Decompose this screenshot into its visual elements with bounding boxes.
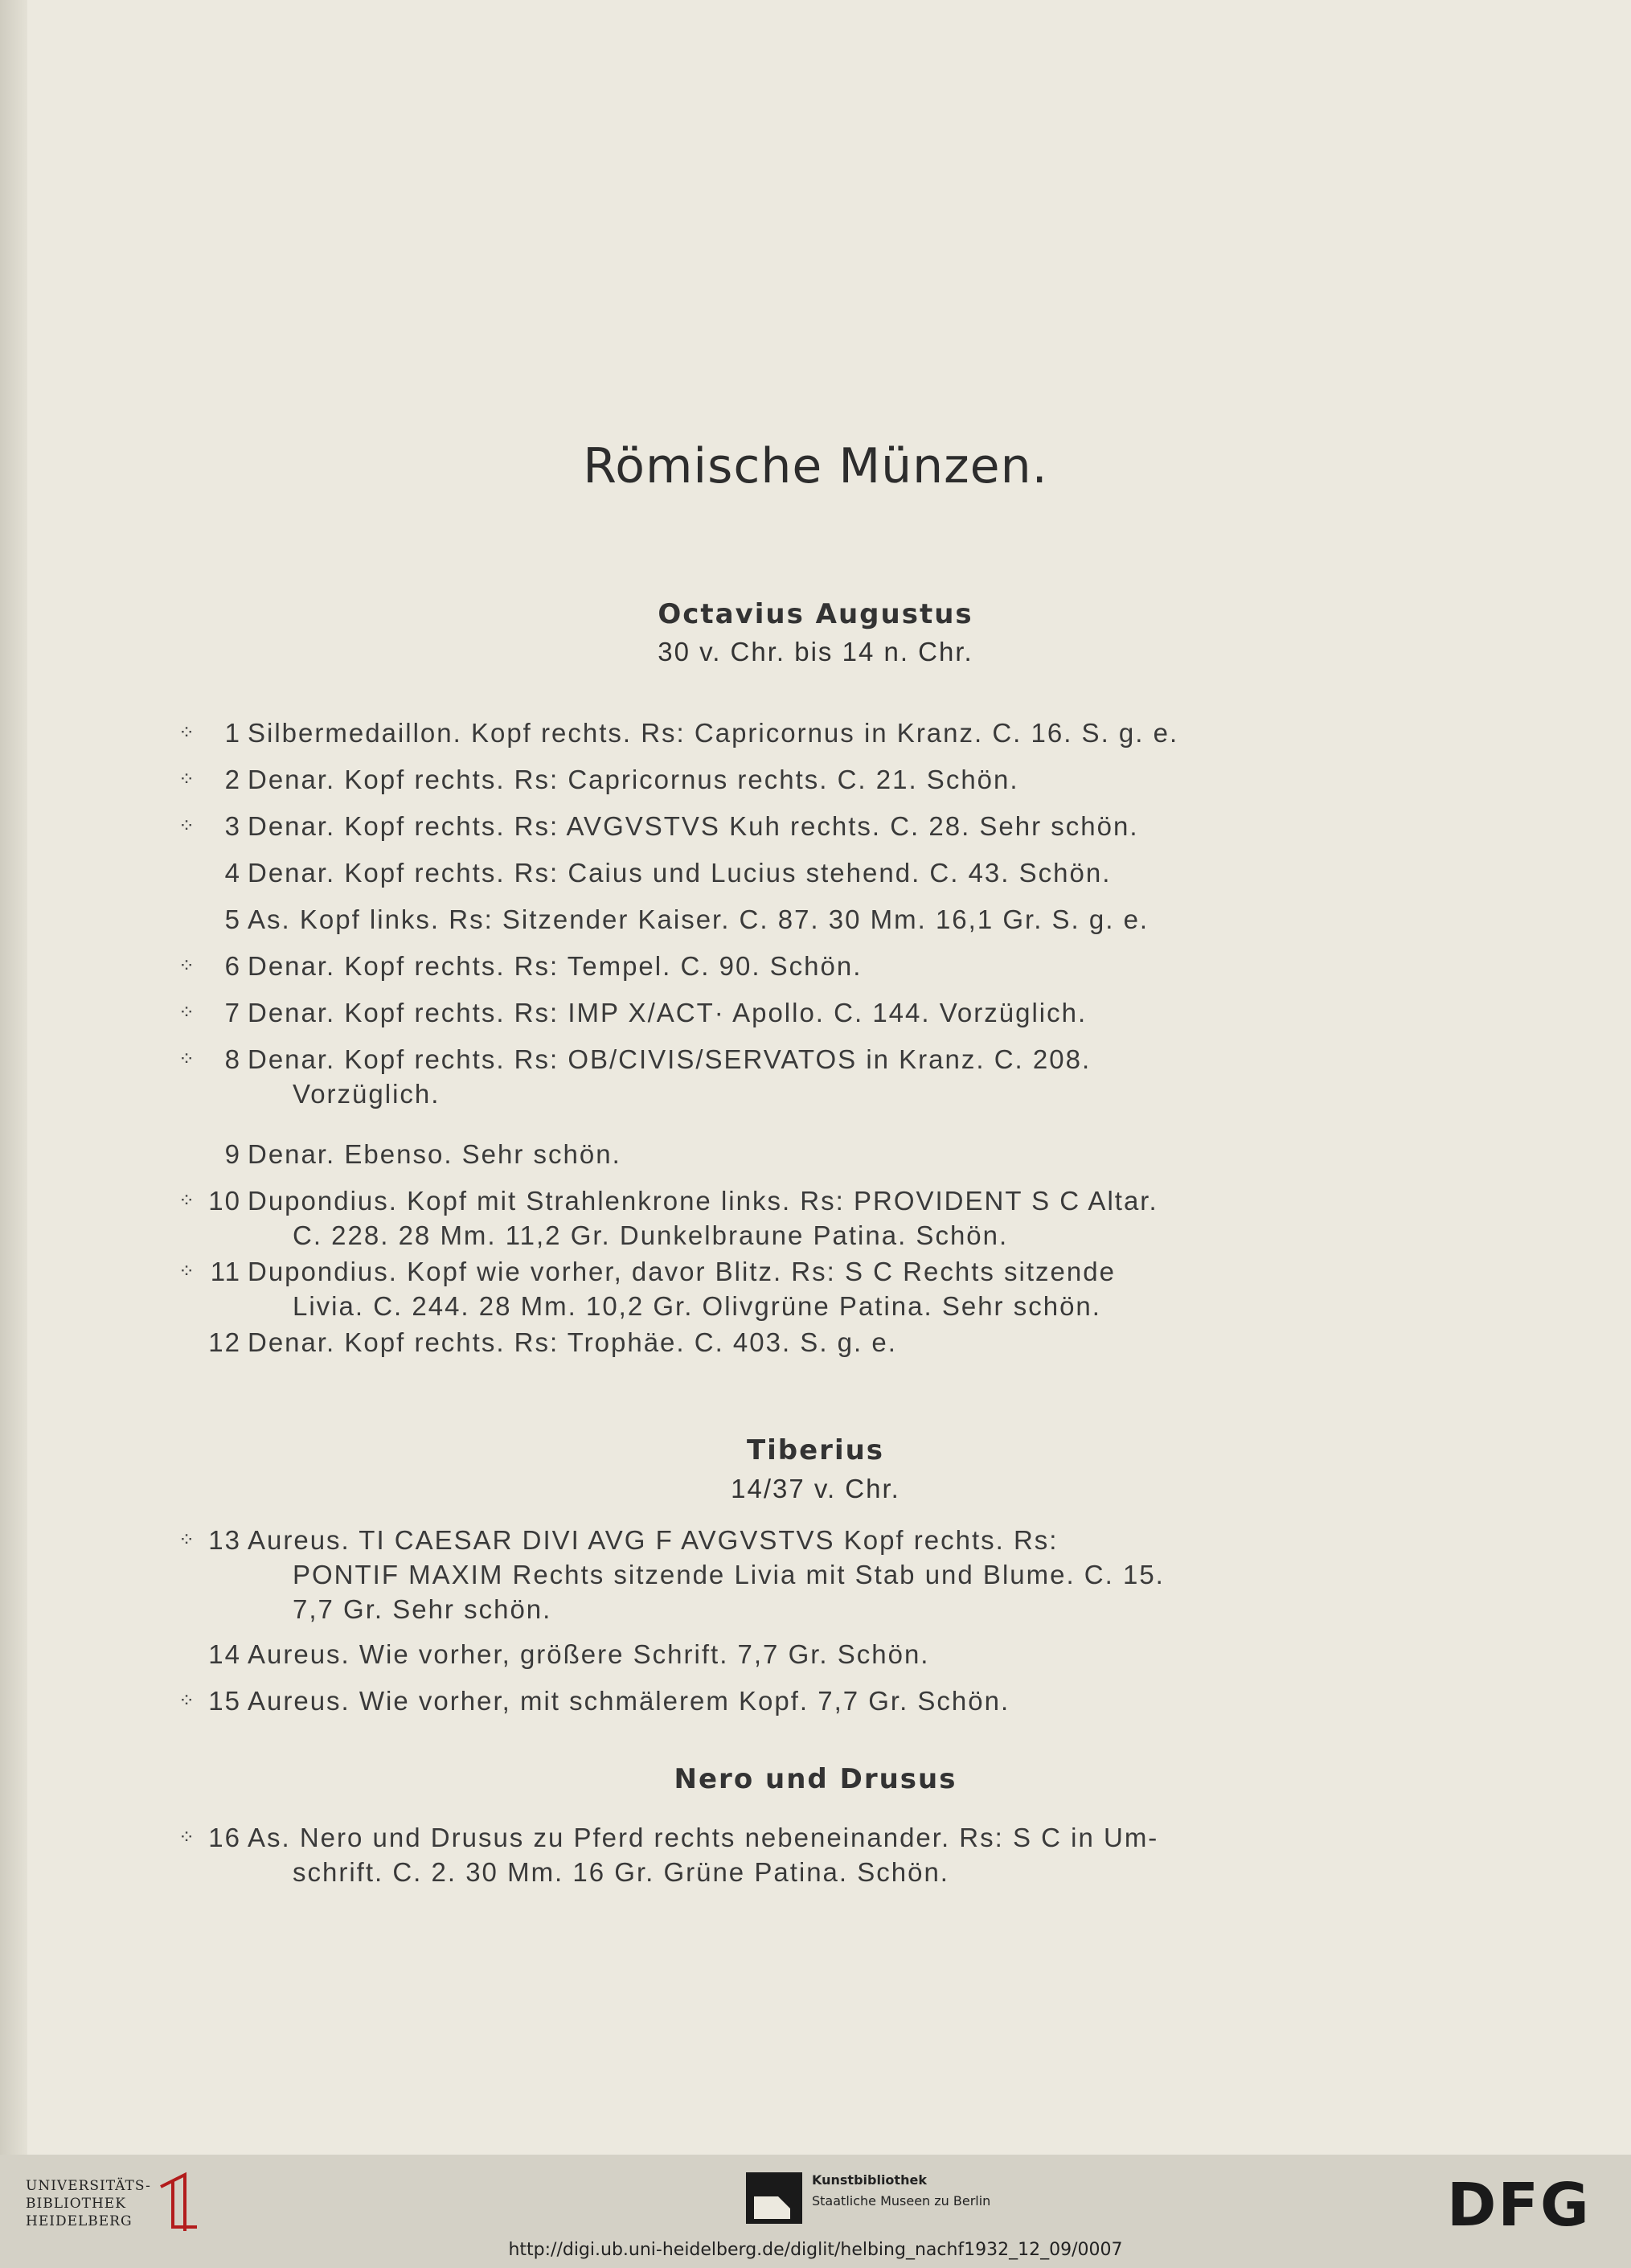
section-title-tiberius: Tiberius	[746, 1434, 885, 1466]
kunstbibliothek-subtitle: Staatliche Museen zu Berlin	[812, 2193, 991, 2209]
coin-description	[248, 855, 1326, 890]
coin-description	[248, 809, 1326, 843]
coin-description	[248, 1254, 1326, 1323]
coin-description-line: Denar. Kopf rechts. Rs: Capricornus rechts. C. 21. Schön.	[248, 765, 1019, 794]
coin-description	[248, 1325, 1326, 1360]
library-line: UNIVERSITÄTS-	[26, 2178, 151, 2194]
coin-entry	[169, 1637, 1326, 1671]
coin-description	[248, 1684, 1326, 1718]
coin-entry	[169, 1325, 1326, 1360]
coin-number: 5	[224, 904, 241, 934]
coin-description-line: Denar. Kopf rechts. Rs: OB/CIVIS/SERVATOS in Kranz. C. 208.	[248, 1044, 1092, 1074]
coin-number: 6	[224, 951, 241, 981]
coin-description-line: Aureus. TI CAESAR DIVI AVG F AVGVSTVS Kopf rechts. Rs:	[248, 1525, 1059, 1555]
coin-description	[248, 1637, 1326, 1671]
coin-entry	[169, 1684, 1326, 1718]
coin-entry	[169, 855, 1326, 890]
coin-description-line: Aureus. Wie vorher, größere Schrift. 7,7 Gr. Schön.	[248, 1639, 930, 1669]
coin-description-line: Dupondius. Kopf wie vorher, davor Blitz. Rs: S C Rechts sitzende	[248, 1257, 1116, 1286]
coin-description-line: Vorzüglich.	[293, 1079, 441, 1109]
coin-description-line: Denar. Kopf rechts. Rs: Caius und Lucius stehend. C. 43. Schön.	[248, 858, 1112, 888]
star-marker-icon: ⁘	[178, 769, 195, 790]
star-marker-icon: ⁘	[178, 1827, 195, 1848]
coin-description	[248, 995, 1326, 1030]
coin-entry	[169, 1137, 1326, 1171]
coin-description-line: As. Kopf links. Rs: Sitzender Kaiser. C. 87. 30 Mm. 16,1 Gr. S. g. e.	[248, 904, 1149, 934]
coin-entry	[169, 949, 1326, 983]
coin-entry	[169, 1183, 1326, 1253]
coin-description-line: Denar. Kopf rechts. Rs: AVGVSTVS Kuh rechts. C. 28. Sehr schön.	[248, 811, 1139, 841]
source-url[interactable]: http://digi.ub.uni-heidelberg.de/diglit/helbing_nachf1932_12_09/0007	[508, 2240, 1123, 2260]
coin-number: 14	[208, 1639, 241, 1669]
coin-number: 1	[224, 718, 241, 748]
coin-description-line: Aureus. Wie vorher, mit schmälerem Kopf. 7,7 Gr. Schön.	[248, 1686, 1010, 1716]
coin-description	[248, 1523, 1326, 1626]
coin-description	[248, 1042, 1326, 1111]
star-marker-icon: ⁘	[178, 722, 195, 744]
kunstbibliothek-logo-icon	[746, 2172, 802, 2224]
coin-description-line: Dupondius. Kopf mit Strahlenkrone links. Rs: PROVIDENT S C Altar.	[248, 1186, 1158, 1216]
coin-number: 10	[208, 1186, 241, 1216]
star-marker-icon: ⁘	[178, 1690, 195, 1712]
coin-description	[248, 1820, 1326, 1889]
coin-description-line: Denar. Ebenso. Sehr schön.	[248, 1139, 621, 1169]
coin-entry	[169, 1820, 1326, 1889]
coin-number: 9	[224, 1139, 241, 1169]
star-marker-icon: ⁘	[178, 1190, 195, 1212]
dfg-logo: DFG	[1447, 2171, 1591, 2240]
university-logo-icon	[153, 2171, 201, 2235]
coin-description-line: schrift. C. 2. 30 Mm. 16 Gr. Grüne Patina. Schön.	[293, 1857, 949, 1887]
coin-description	[248, 1137, 1326, 1171]
coin-entry	[169, 1254, 1326, 1323]
page-binding-edge	[0, 0, 27, 2155]
star-marker-icon: ⁘	[178, 1261, 195, 1282]
coin-number: 3	[224, 811, 241, 841]
library-line: BIBLIOTHEK	[26, 2196, 126, 2212]
kunstbibliothek-title: Kunstbibliothek	[812, 2172, 927, 2188]
coin-entry	[169, 902, 1326, 937]
coin-description-line: Livia. C. 244. 28 Mm. 10,2 Gr. Olivgrüne Patina. Sehr schön.	[293, 1291, 1101, 1321]
section-dates-tiberius: 14/37 v. Chr.	[731, 1474, 900, 1503]
section-dates-octavius: 30 v. Chr. bis 14 n. Chr.	[658, 637, 973, 666]
coin-entry	[169, 1042, 1326, 1111]
coin-number: 11	[210, 1257, 241, 1286]
coin-description-line: Silbermedaillon. Kopf rechts. Rs: Capricornus in Kranz. C. 16. S. g. e.	[248, 718, 1179, 748]
section-title-nero-drusus: Nero und Drusus	[674, 1763, 957, 1795]
coin-description-line: 7,7 Gr. Sehr schön.	[293, 1594, 552, 1624]
library-line: HEIDELBERG	[26, 2213, 133, 2229]
coin-number: 15	[208, 1686, 241, 1716]
section-title-octavius: Octavius Augustus	[658, 598, 973, 630]
coin-entry	[169, 809, 1326, 843]
coin-number: 16	[208, 1823, 241, 1852]
coin-number: 8	[224, 1044, 241, 1074]
coin-entry	[169, 716, 1326, 750]
coin-number: 7	[224, 998, 241, 1027]
star-marker-icon: ⁘	[178, 815, 195, 837]
coin-description-line: PONTIF MAXIM Rechts sitzende Livia mit Stab und Blume. C. 15.	[293, 1560, 1165, 1589]
coin-description	[248, 1183, 1326, 1253]
coin-description	[248, 762, 1326, 797]
star-marker-icon: ⁘	[178, 1529, 195, 1551]
page-title: Römische Münzen.	[583, 438, 1048, 494]
star-marker-icon: ⁘	[178, 955, 195, 977]
coin-number: 2	[224, 765, 241, 794]
coin-description	[248, 716, 1326, 750]
coin-description-line: Denar. Kopf rechts. Rs: IMP X/ACT· Apollo. C. 144. Vorzüglich.	[248, 998, 1088, 1027]
coin-description-line: As. Nero und Drusus zu Pferd rechts nebeneinander. Rs: S C in Um-	[248, 1823, 1159, 1852]
star-marker-icon: ⁘	[178, 1002, 195, 1023]
coin-description-line: Denar. Kopf rechts. Rs: Trophäe. C. 403. S. g. e.	[248, 1327, 897, 1357]
coin-entry	[169, 995, 1326, 1030]
coin-number: 4	[224, 858, 241, 888]
coin-number: 12	[208, 1327, 241, 1357]
coin-number: 13	[208, 1525, 241, 1555]
coin-entry	[169, 1523, 1326, 1626]
coin-description	[248, 949, 1326, 983]
coin-entry	[169, 762, 1326, 797]
coin-description-line: C. 228. 28 Mm. 11,2 Gr. Dunkelbraune Patina. Schön.	[293, 1220, 1009, 1250]
coin-description-line: Denar. Kopf rechts. Rs: Tempel. C. 90. Schön.	[248, 951, 863, 981]
star-marker-icon: ⁘	[178, 1048, 195, 1070]
coin-description	[248, 902, 1326, 937]
